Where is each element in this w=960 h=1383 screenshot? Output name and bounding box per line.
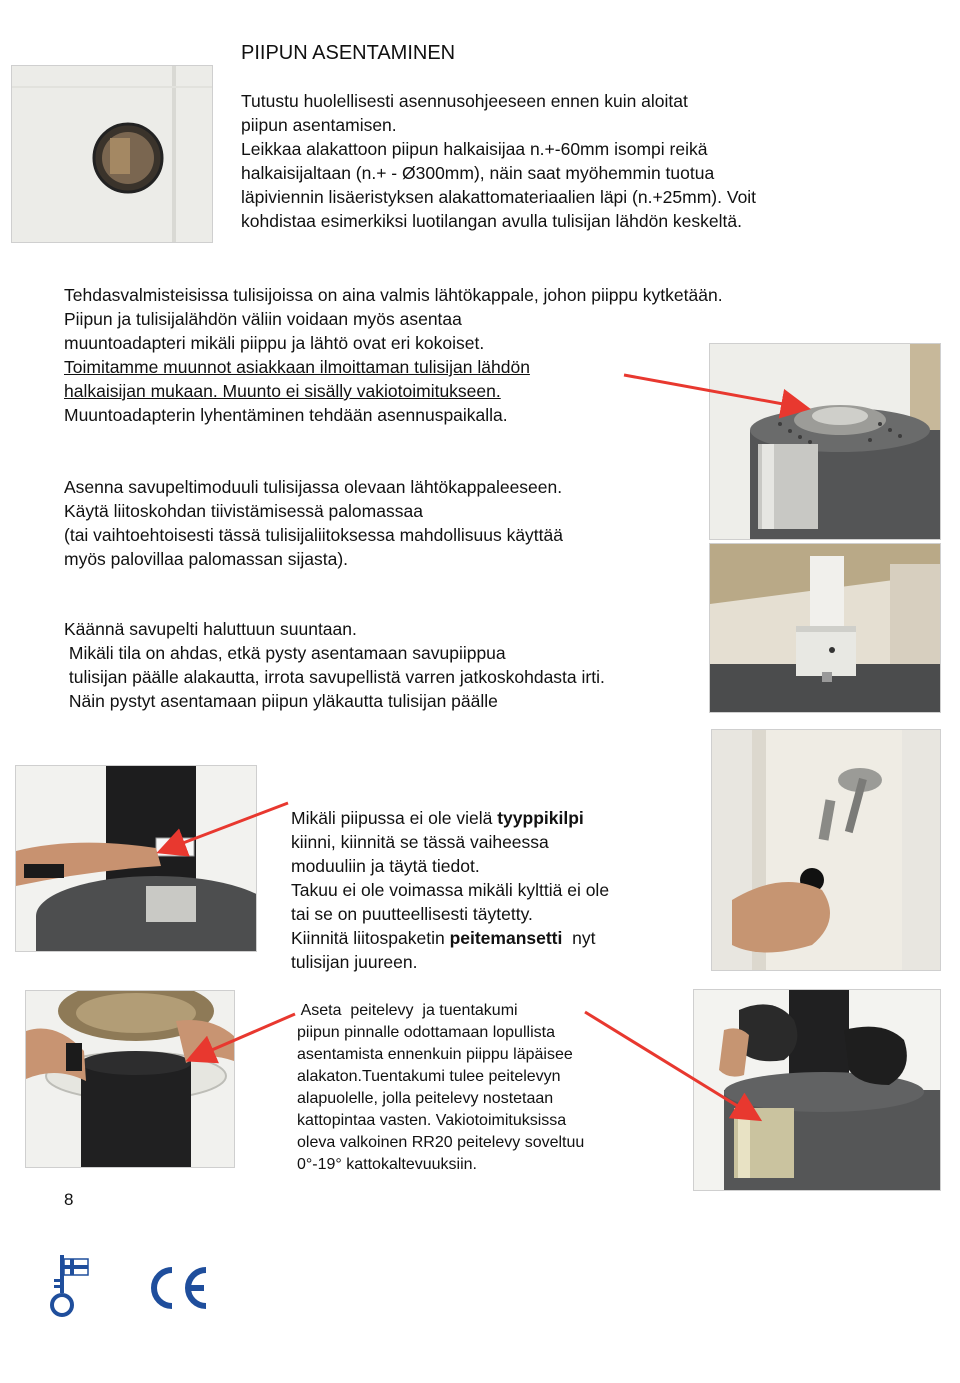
ce-mark-icon xyxy=(144,1265,210,1311)
text-line: kiinni, kiinnitä se tässä vaiheessa xyxy=(291,832,549,852)
finnish-key-flag-logo-icon xyxy=(50,1255,96,1319)
stove-top-photo xyxy=(709,343,941,540)
text-line xyxy=(291,806,609,830)
text-line: Näin pystyt asentamaan piipun yläkautta tulisijan päälle xyxy=(64,691,498,711)
text-line: muuntoadapteri mikäli piippu ja lähtö ovat eri kokoiset. xyxy=(64,333,485,353)
section-damper-module xyxy=(64,475,563,571)
text-line: tulisijan juureen. xyxy=(291,952,418,972)
type-plate-photo xyxy=(15,765,257,952)
text-line: kohdistaa esimerkiksi luotilangan avulla tulisijan lähdön keskeltä. xyxy=(241,211,742,231)
underlined-line: Toimitamme muunnot asiakkaan ilmoittaman tulisijan lähdön xyxy=(64,357,530,377)
text-line: Piipun ja tulisijalähdön väliin voidaan myös asentaa xyxy=(64,309,462,329)
page-title: PIIPUN ASENTAMINEN xyxy=(241,42,456,64)
text-line: Tutustu huolellisesti asennusohjeeseen ennen kuin aloitat xyxy=(241,91,688,111)
text-line: moduuliin ja täytä tiedot. xyxy=(291,856,480,876)
underlined-line: halkaisijan mukaan. Muunto ei sisälly vakiotoimitukseen. xyxy=(64,381,501,401)
text-line: Muuntoadapterin lyhentäminen tehdään asennuspaikalla. xyxy=(64,405,508,425)
section-turn-damper xyxy=(64,617,605,713)
text-run: Mikäli piipussa ei ole vielä xyxy=(291,808,498,828)
text-line: Käytä liitoskohdan tiivistämisessä palomassaa xyxy=(64,501,423,521)
text-line: kattopintaa vasten. Vakiotoimituksissa xyxy=(297,1112,567,1129)
section-cover-plate xyxy=(297,1000,584,1176)
section-starting-piece xyxy=(64,283,723,427)
ceiling-pipe-photo xyxy=(25,990,235,1168)
text-line: Takuu ei ole voimassa mikäli kylttiä ei ole xyxy=(291,880,610,900)
damper-module-photo xyxy=(709,543,941,713)
intro-paragraph xyxy=(241,89,756,233)
text-line: tulisijan päälle alakautta, irrota savupellistä varren jatkoskohdasta irti. xyxy=(64,667,605,687)
text-line: (tai vaihtoehtoisesti tässä tulisijaliitoksessa mahdollisuus käyttää xyxy=(64,525,563,545)
text-run: nyt xyxy=(562,928,596,948)
text-line: alapuolelle, jolla peitelevy nostetaan xyxy=(297,1090,554,1107)
text-line: alakaton.Tuentakumi tulee peitelevyn xyxy=(297,1068,561,1085)
text-line: Tehdasvalmisteisissa tulisijoissa on aina valmis lähtökappale, johon piippu kytketään. xyxy=(64,285,723,305)
ceiling-hole-photo xyxy=(11,65,213,243)
text-line: läpiviennin lisäeristyksen alakattomateriaalien läpi (n.+25mm). Voit xyxy=(241,187,757,207)
bold-term-type-plate: tyyppikilpi xyxy=(497,808,584,828)
text-line: Käännä savupelti haluttuun suuntaan. xyxy=(64,619,357,639)
text-line: Mikäli tila on ahdas, etkä pysty asentamaan savupiippua xyxy=(64,643,506,663)
damper-handle-photo xyxy=(711,729,941,971)
text-line: myös palovillaa palomassan sijasta). xyxy=(64,549,349,569)
text-line xyxy=(291,926,609,950)
text-line: oleva valkoinen RR20 peitelevy soveltuu xyxy=(297,1134,585,1151)
text-line: piipun asentamisen. xyxy=(241,115,397,135)
section-type-plate xyxy=(291,806,609,974)
text-line: Aseta peitelevy ja tuentakumi xyxy=(297,1002,518,1019)
text-line: Leikkaa alakattoon piipun halkaisijaa n.+-60mm isompi reikä xyxy=(241,139,708,159)
text-run: Kiinnitä liitospaketin xyxy=(291,928,450,948)
text-line: piipun pinnalle odottamaan lopullista xyxy=(297,1024,555,1041)
text-line: Asenna savupeltimoduuli tulisijassa olevaan lähtökappaleeseen. xyxy=(64,477,563,497)
text-line: asentamista ennenkuin piippu läpäisee xyxy=(297,1046,573,1063)
page-number: 8 xyxy=(64,1190,74,1209)
text-line: halkaisijaltaan (n.+ - Ø300mm), näin saat myöhemmin tuotua xyxy=(241,163,715,183)
text-line: 0°-19° kattokaltevuuksiin. xyxy=(297,1156,477,1173)
text-line: tai se on puutteellisesti täytetty. xyxy=(291,904,533,924)
cover-plate-photo xyxy=(693,989,941,1191)
bold-term-cover-collar: peitemansetti xyxy=(449,928,563,948)
